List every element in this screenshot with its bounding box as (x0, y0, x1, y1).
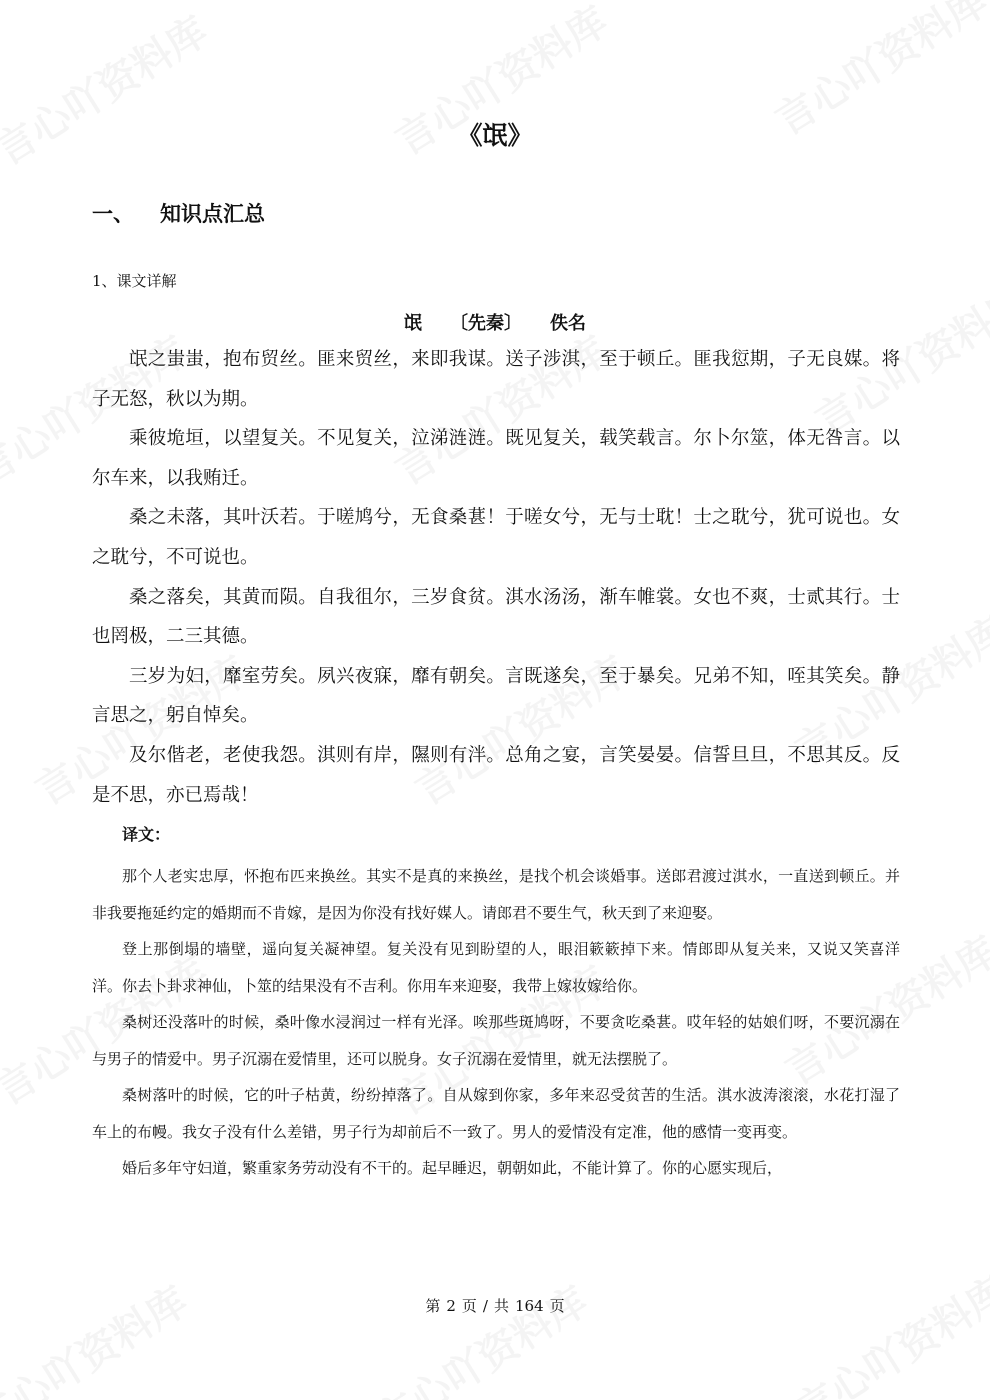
section-heading (92, 198, 265, 228)
subsection-heading: 1、课文详解 (92, 272, 177, 290)
poem-stanza: 及尔偕老，老使我怨。淇则有岸，隰则有泮。总角之宴，言笑晏晏。信誓旦旦，不思其反。反是不思，亦已焉哉！ (92, 744, 900, 806)
poem-stanza: 乘彼垝垣，以望复关。不见复关，泣涕涟涟。既见复关，载笑载言。尔卜尔筮，体无咎言。以尔车来，以我贿迁。 (92, 428, 900, 489)
watermark-text (783, 1261, 990, 1400)
watermark-text (363, 1271, 597, 1400)
translation-body (92, 858, 900, 1187)
page-footer (0, 1295, 990, 1316)
footer-separator: / (482, 1297, 488, 1315)
poem-stanza: 桑之未落，其叶沃若。于嗟鸠兮，无食桑葚！于嗟女兮，无与士耽！士之耽兮，犹可说也。女之耽兮，不可说也。 (92, 507, 900, 568)
watermark-text (0, 1271, 197, 1400)
translation-paragraph: 登上那倒塌的墙壁，遥向复关凝神望。复关没有见到盼望的人，眼泪簌簌掉下来。情郎即从复关来，又说又笑喜洋洋。你去卜卦求神仙，卜筮的结果没有不吉利。你用车来迎娶，我带上嫁妆嫁给你。 (92, 940, 900, 995)
document-title: 《氓》 (457, 121, 533, 150)
footer-current-page: 2 (446, 1297, 456, 1315)
translation-label: 译文： (122, 825, 171, 844)
translation-paragraph: 桑树还没落叶的时候，桑叶像水浸润过一样有光泽。唉那些斑鸠呀，不要贪吃桑葚。哎年轻的姑娘们呀，不要沉溺在与男子的情爱中。男子沉溺在爱情里，还可以脱身。女子沉溺在爱情里，就无法摆脱了。 (92, 1013, 900, 1068)
translation-paragraph: 那个人老实忠厚，怀抱布匹来换丝。其实不是真的来换丝，是找个机会谈婚事。送郎君渡过淇水，一直送到顿丘。并非我要拖延约定的婚期而不肯嫁，是因为你没有找好媒人。请郎君不要生气，秋天到了来迎娶。 (92, 867, 900, 922)
footer-page-word: 页 (461, 1297, 477, 1315)
poem-body (92, 340, 900, 815)
footer-total-pages: 164 (515, 1297, 544, 1315)
footer-suffix: 页 (549, 1297, 565, 1315)
poem-stanza: 桑之落矣，其黄而陨。自我徂尔，三岁食贫。淇水汤汤，渐车帷裳。女也不爽，士贰其行。士也罔极，二三其德。 (92, 586, 900, 648)
poem-stanza: 氓之蚩蚩，抱布贸丝。匪来贸丝，来即我谋。送子涉淇，至于顿丘。匪我愆期，子无良媒。将子无怒，秋以为期。 (92, 349, 900, 410)
poem-title: 氓 (404, 313, 422, 334)
section-label: 知识点汇总 (160, 202, 265, 226)
poem-stanza: 三岁为妇，靡室劳矣。夙兴夜寐，靡有朝矣。言既遂矣，至于暴矣。兄弟不知，咥其笑矣。静言思之，躬自悼矣。 (92, 665, 900, 727)
translation-paragraph: 婚后多年守妇道，繁重家务劳动没有不干的。起早睡迟，朝朝如此，不能计算了。你的心愿实现后， (122, 1159, 783, 1177)
translation-paragraph: 桑树落叶的时候，它的叶子枯黄，纷纷掉落了。自从嫁到你家，多年来忍受贫苦的生活。淇水波涛滚滚，水花打湿了车上的布幔。我女子没有什么差错，男子行为却前后不一致了。男人的爱情没有定准，他的感情一变再变。 (92, 1086, 900, 1141)
section-number: 一、 (92, 202, 134, 226)
poem-author: 佚名 (550, 313, 586, 334)
poem-heading (0, 309, 990, 335)
footer-prefix: 第 (425, 1297, 441, 1315)
poem-dynasty: 〔先秦〕 (450, 313, 522, 334)
footer-total-prefix: 共 (493, 1297, 509, 1315)
